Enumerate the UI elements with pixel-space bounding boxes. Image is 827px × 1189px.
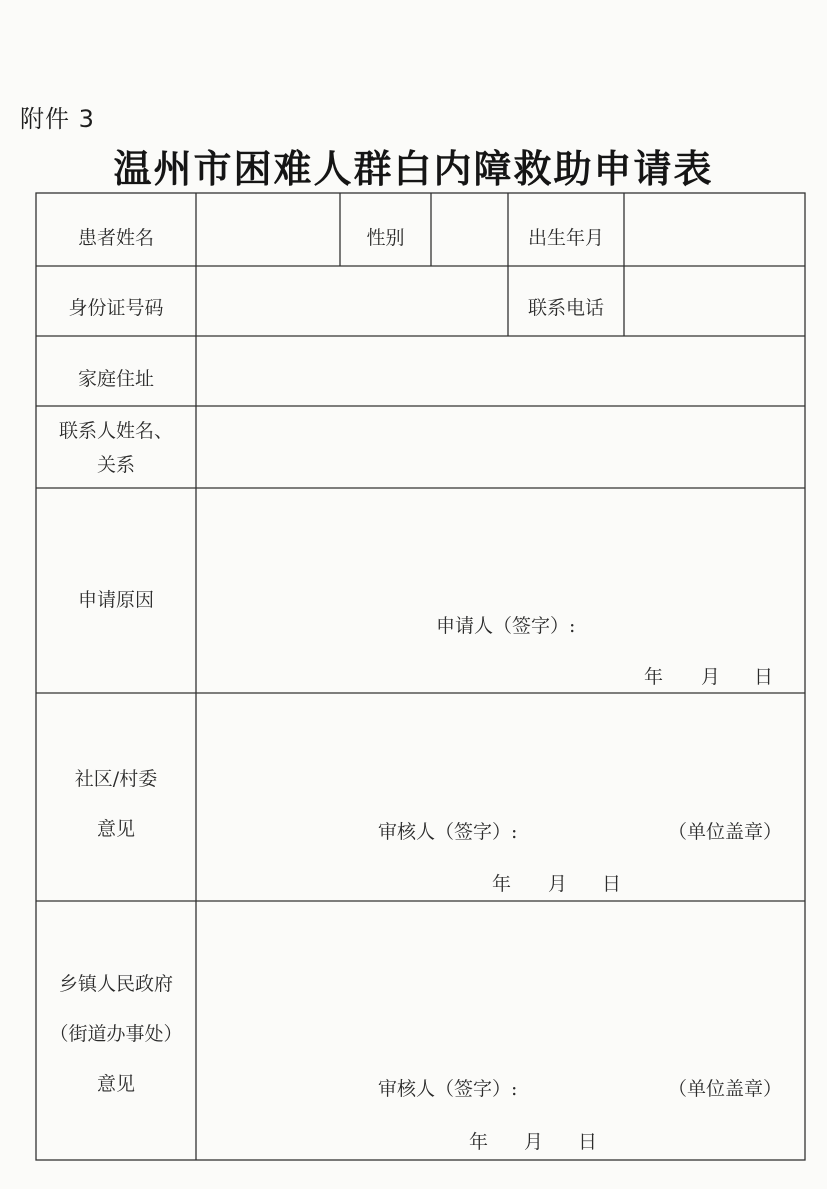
community-year: 年	[492, 873, 512, 895]
community-label-line1: 社区/村委	[74, 768, 158, 790]
contact-label	[36, 420, 196, 478]
address-field[interactable]	[197, 337, 804, 405]
town-month: 月	[524, 1131, 544, 1153]
town-opinion-field[interactable]	[197, 902, 804, 1062]
community-opinion-field[interactable]	[197, 694, 804, 804]
birth-label: 出生年月	[527, 227, 604, 249]
contact-label-line1: 联系人姓名、	[58, 420, 173, 442]
community-reviewer-label: 审核人（签字）:	[378, 821, 518, 843]
town-year: 年	[469, 1131, 489, 1153]
gender-label: 性别	[366, 227, 405, 249]
town-label-line3: 意见	[96, 1072, 135, 1095]
phone-field[interactable]	[625, 267, 804, 335]
community-month: 月	[548, 873, 568, 895]
applicant-month: 月	[701, 666, 721, 688]
town-label-line1: 乡镇人民政府	[58, 973, 173, 995]
community-day: 日	[602, 873, 622, 895]
id-number-field[interactable]	[197, 267, 507, 335]
town-label-line2: （街道办事处）	[49, 1022, 183, 1045]
community-label-line2: 意见	[96, 817, 135, 840]
attachment-number: 附件 3	[20, 105, 95, 133]
applicant-signature-label: 申请人（签字）:	[436, 615, 576, 637]
town-unit-seal: （单位盖章）	[668, 1078, 783, 1100]
town-reviewer-label: 审核人（签字）:	[378, 1078, 518, 1100]
patient-name-field[interactable]	[197, 194, 339, 265]
community-opinion-label	[36, 768, 196, 842]
town-opinion-label	[36, 973, 196, 1096]
contact-label-line2: 关系	[96, 453, 135, 476]
phone-label: 联系电话	[527, 297, 604, 319]
reason-label: 申请原因	[77, 589, 154, 611]
gender-field[interactable]	[432, 194, 507, 265]
id-number-label: 身份证号码	[68, 297, 164, 319]
reason-field[interactable]	[197, 489, 804, 609]
applicant-year: 年	[644, 666, 664, 688]
contact-field[interactable]	[197, 407, 804, 487]
community-unit-seal: （单位盖章）	[668, 821, 783, 843]
address-label: 家庭住址	[77, 368, 154, 390]
town-day: 日	[578, 1131, 598, 1153]
form-title: 温州市困难人群白内障救助申请表	[113, 146, 714, 191]
patient-name-label: 患者姓名	[77, 227, 154, 249]
applicant-day: 日	[754, 666, 774, 688]
birth-field[interactable]	[625, 194, 804, 265]
